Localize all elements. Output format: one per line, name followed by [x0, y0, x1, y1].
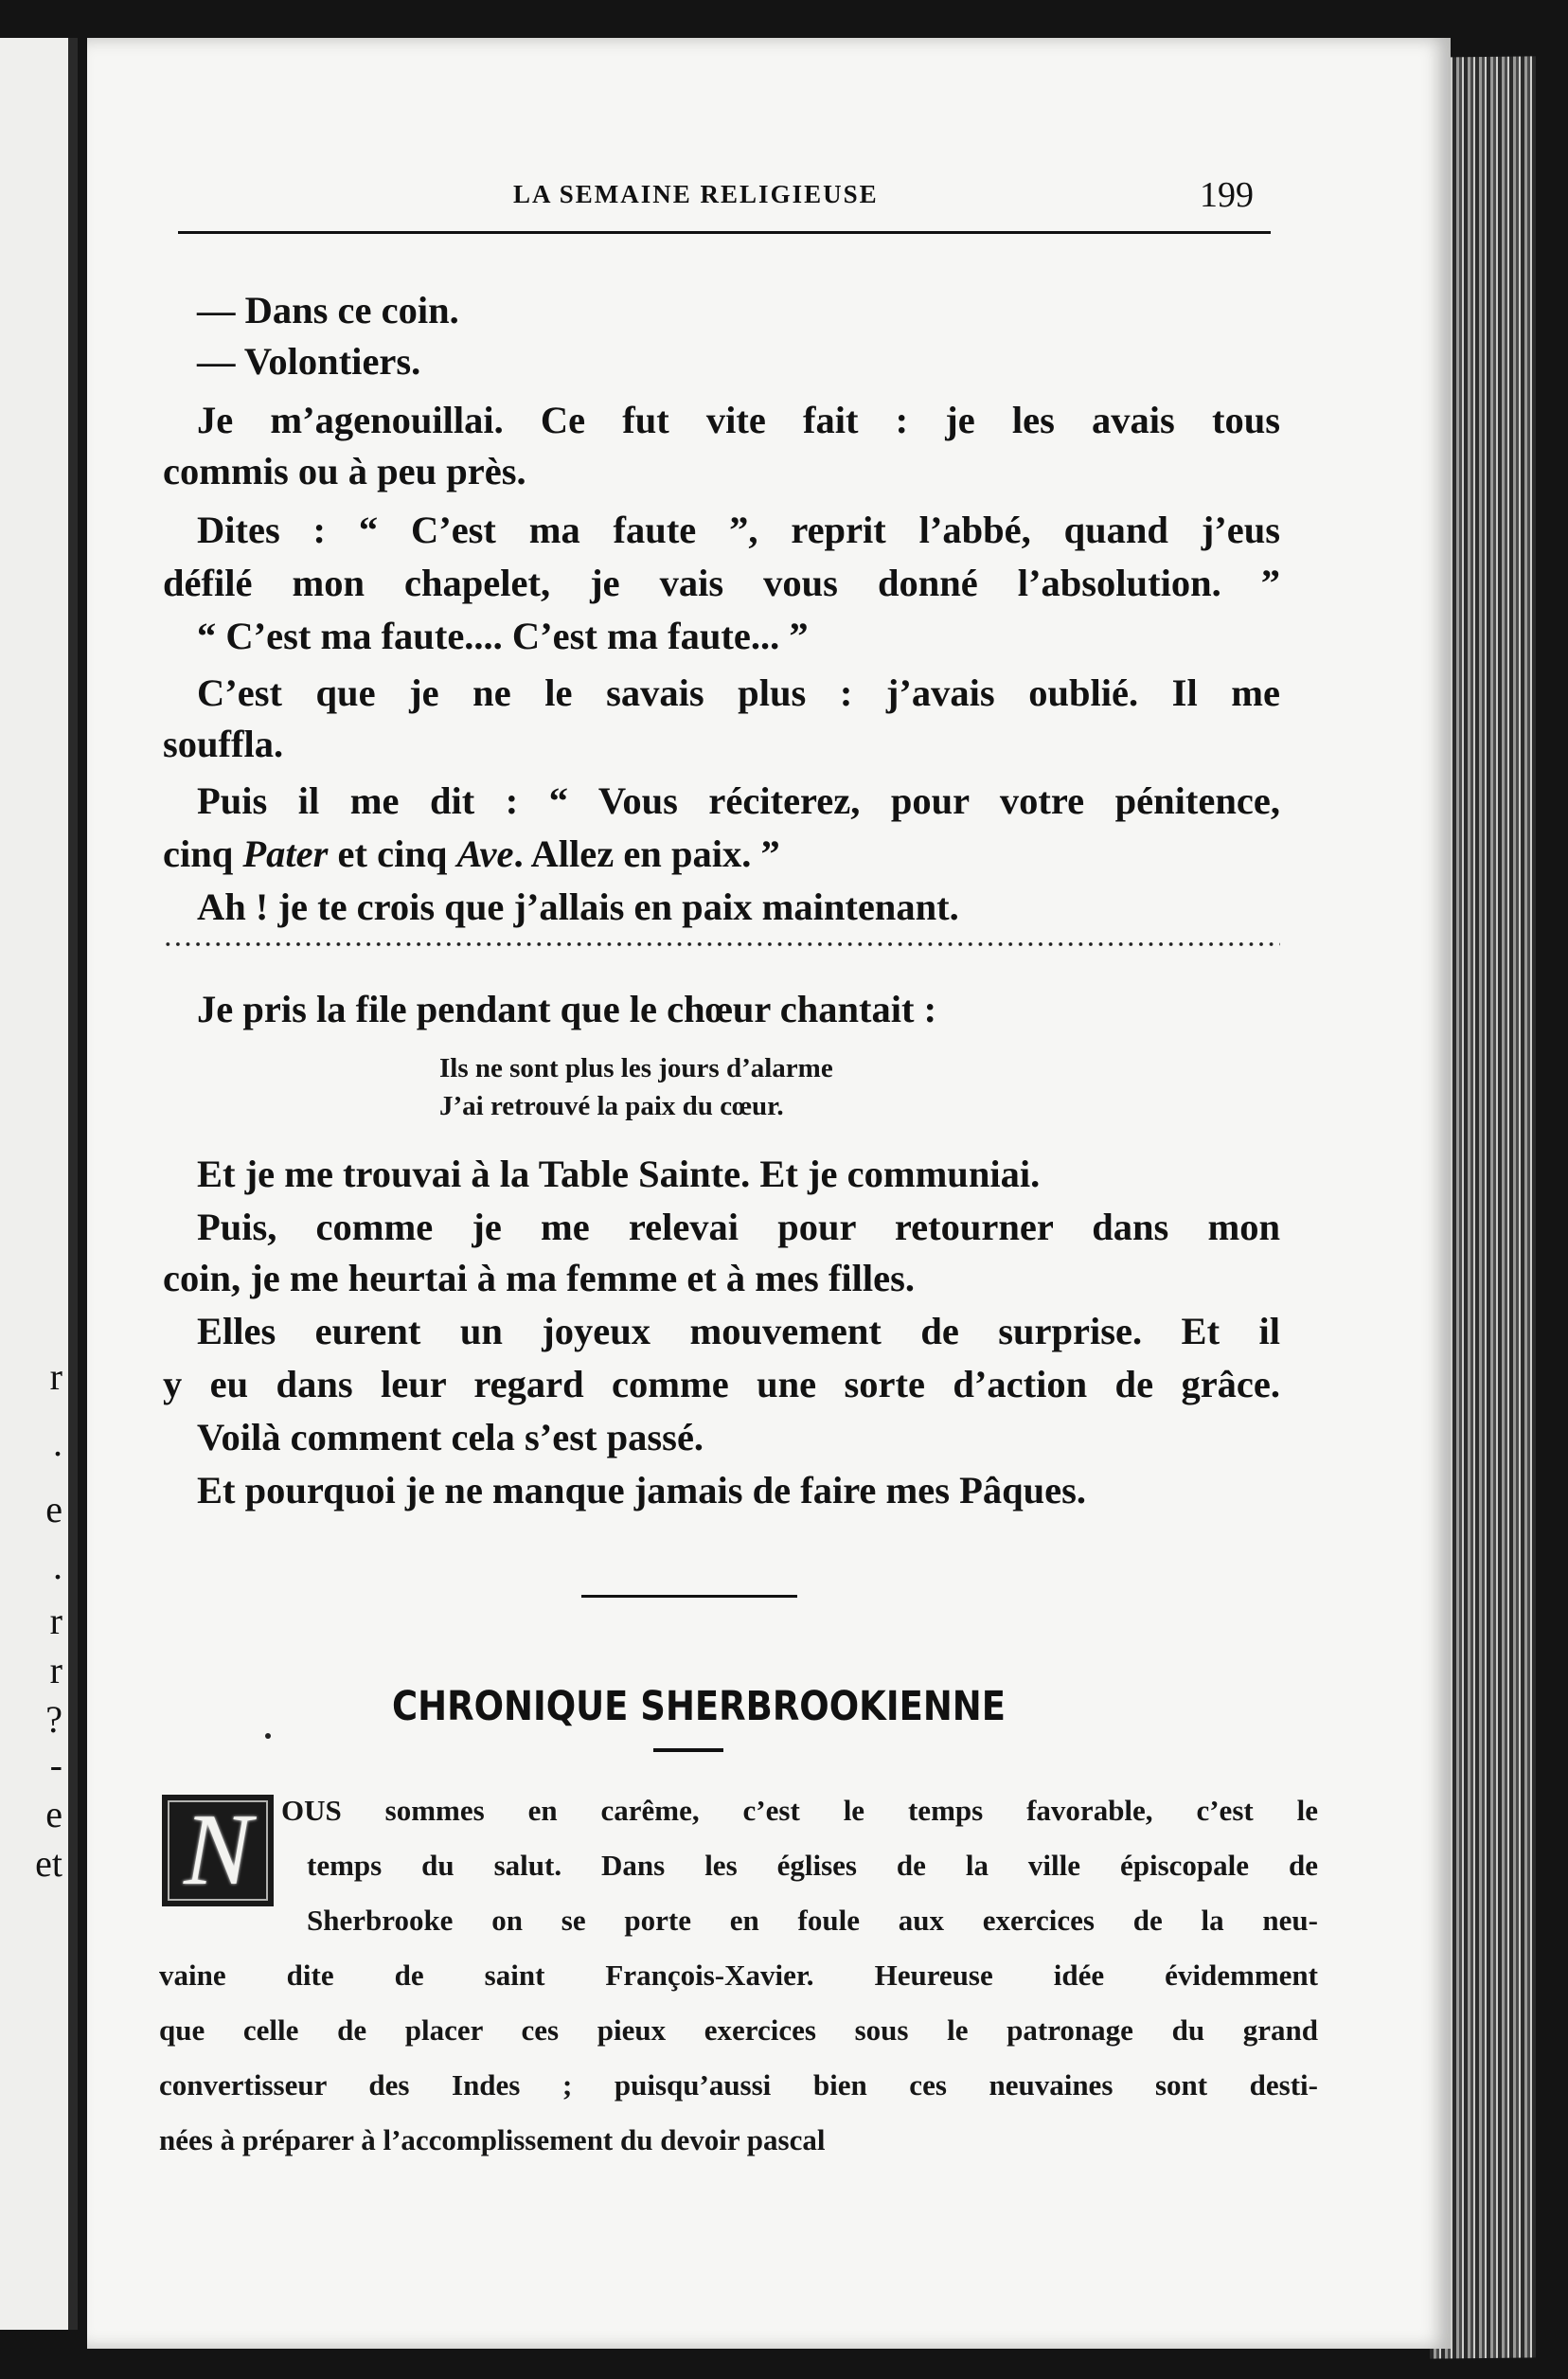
text-line: Voilà comment cela s’est passé.: [197, 1416, 704, 1458]
prev-page-fragment: -: [49, 1744, 62, 1786]
text-line: y eu dans leur regard comme une sorte d’action de grâce.: [163, 1363, 1280, 1405]
stray-mark: [265, 1733, 271, 1739]
dropcap-initial: [162, 1795, 274, 1906]
prev-page-fragment: r: [49, 1355, 62, 1398]
text-line: Dites : “ C’est ma faute ”, reprit l’abbé, quand j’eus: [197, 509, 1280, 551]
text-line-mixed: [163, 832, 780, 875]
prev-page-fragment: r: [49, 1649, 62, 1691]
text-fragment: et cinq: [328, 832, 457, 875]
chronicle-line: OUS sommes en carême, c’est le temps favorable, c’est le: [281, 1794, 1318, 1827]
text-line: Puis il me dit : “ Vous réciterez, pour votre pénitence,: [197, 779, 1280, 822]
chronicle-line: nées à préparer à l’accomplissement du devoir pascal: [159, 2123, 826, 2156]
text-line: “ C’est ma faute.... C’est ma faute... ”: [197, 615, 809, 657]
prev-page-fragment: ?: [45, 1698, 62, 1741]
text-line: — Dans ce coin.: [197, 289, 459, 331]
prev-page-fragment: e: [45, 1488, 62, 1530]
text-fragment: cinq: [163, 832, 234, 875]
verse-line: Ils ne sont plus les jours d’alarme: [439, 1053, 833, 1083]
book-page: [87, 38, 1451, 2349]
dropcap-letter: N: [183, 1794, 253, 1906]
prev-page-fragment: .: [53, 1422, 62, 1464]
prev-page-fragment: e: [45, 1793, 62, 1835]
page-number: 199: [1200, 175, 1254, 215]
text-line: Je m’agenouillai. Ce fut vite fait : je les avais tous: [197, 399, 1280, 441]
chronicle-line: vaine dite de saint François-Xavier. Heureuse idée évidemment: [159, 1959, 1318, 1992]
italic-word: Ave: [456, 832, 514, 875]
chronicle-line: convertisseur des Indes ; puisqu’aussi bien ces neuvaines sont desti-: [159, 2068, 1318, 2102]
text-line: C’est que je ne le savais plus : j’avais oublié. Il me: [197, 671, 1280, 714]
text-line: Et je me trouvai à la Table Sainte. Et je communiai.: [197, 1153, 1041, 1195]
text-line: défilé mon chapelet, je vais vous donné l’absolution. ”: [163, 562, 1280, 604]
prev-page-fragment: .: [53, 1545, 62, 1587]
header-rule: [178, 231, 1271, 234]
chronicle-line: Sherbrooke on se porte en foule aux exercices de la neu-: [307, 1904, 1318, 1937]
running-title: LA SEMAINE RELIGIEUSE: [513, 180, 879, 208]
text-line: coin, je me heurtai à ma femme et à mes filles.: [163, 1257, 915, 1299]
previous-page-edge: [0, 38, 78, 2330]
text-line: Et pourquoi je ne manque jamais de faire mes Pâques.: [197, 1469, 1087, 1511]
text-fragment: . Allez en paix. ”: [513, 832, 780, 875]
chronicle-line: temps du salut. Dans les églises de la ville épiscopale de: [307, 1849, 1318, 1882]
section-rule: [581, 1595, 797, 1598]
italic-word: Pater: [242, 832, 329, 875]
text-line: commis ou à peu près.: [163, 450, 526, 492]
text-line: souffla.: [163, 723, 284, 765]
text-line: Puis, comme je me relevai pour retourner dans mon: [197, 1206, 1280, 1248]
prev-page-fragment: r: [49, 1600, 62, 1642]
text-line: Elles eurent un joyeux mouvement de surprise. Et il: [197, 1310, 1280, 1352]
text-line: Je pris la file pendant que le chœur chantait :: [197, 988, 937, 1030]
section-rule-short: [653, 1748, 723, 1752]
prev-page-fragment: et: [35, 1842, 62, 1885]
section-title: CHRONIQUE SHERBROOKIENNE: [392, 1683, 1007, 1730]
verse-line: J’ai retrouvé la paix du cœur.: [439, 1091, 784, 1121]
text-line: Ah ! je te crois que j’allais en paix maintenant.: [197, 885, 959, 928]
text-line: — Volontiers.: [197, 340, 421, 383]
chronicle-line: que celle de placer ces pieux exercices sous le patronage du grand: [159, 2013, 1318, 2047]
dotted-separator: [163, 940, 1280, 948]
